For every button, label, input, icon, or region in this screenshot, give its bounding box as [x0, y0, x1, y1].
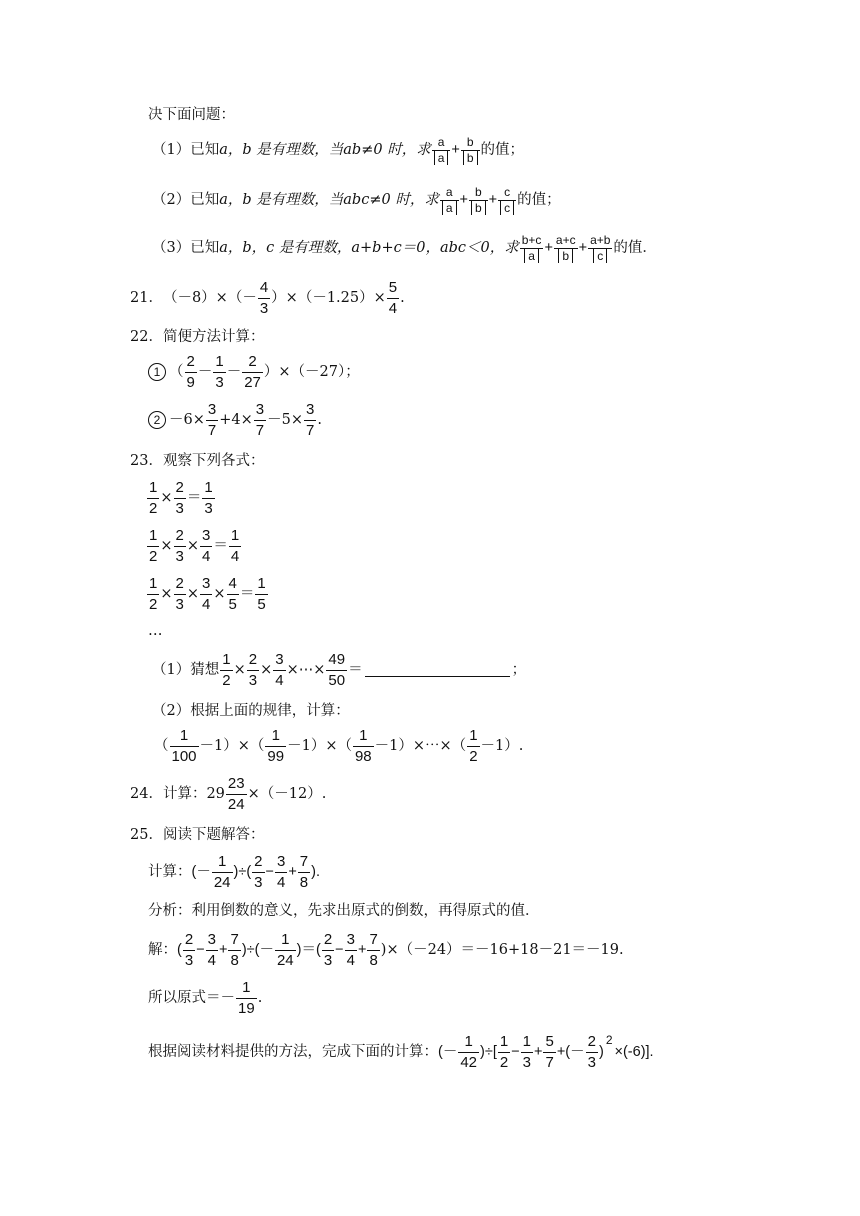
fraction: $\frac{1}{5}$: [257, 575, 266, 613]
fraction-1-100: $\frac{1}{100}$: [171, 727, 197, 765]
fraction: $\frac{2}{3}$: [175, 479, 184, 517]
fraction: $\frac{2}{3}$: [175, 527, 184, 565]
q25-analysis: 分析：利用倒数的意义，先求出原式的倒数，再得原式的值．: [148, 903, 540, 919]
q25-result: 所以原式＝－ $\frac{1}{19}$ .: [148, 979, 263, 1017]
fraction-1-2: $\frac{1}{2}$: [469, 727, 478, 765]
fraction: $\frac{1}{24}$: [213, 853, 231, 891]
fraction: $\frac{3}{4}$: [275, 651, 284, 689]
fraction: $\frac{5}{7}$: [545, 1033, 554, 1071]
circled-number-1: 1: [148, 363, 166, 381]
pattern-row-1: $\frac{1}{2}$ × $\frac{2}{3}$ ＝ $\frac{1}{3}$: [149, 479, 213, 517]
fraction-2-9: $\frac{2}{9}$: [186, 353, 195, 391]
fraction-a-abs: $\frac{a}{a}$: [440, 186, 459, 215]
fraction-3-7: $\frac{3}{7}$: [255, 401, 265, 439]
fraction-23-24: $\frac{23}{24}$: [227, 775, 245, 813]
fraction: $\frac{2}{3}$: [184, 931, 194, 969]
intro-text: 决下面问题：: [148, 107, 235, 123]
q23-part2: （2）根据上面的规律，计算：: [152, 703, 350, 719]
fraction-bc-abs-a: $\frac{b+c}{a}$: [521, 233, 542, 263]
answer-blank[interactable]: [365, 664, 510, 677]
fraction-1-3: $\frac{1}{3}$: [215, 353, 224, 391]
fraction-c-abs: $\frac{c}{c}$: [498, 186, 516, 215]
fraction: $\frac{3}{4}$: [202, 575, 211, 613]
fraction: $\frac{1}{24}$: [276, 931, 294, 969]
q22-part2: 2 －6× $\frac{3}{7}$ +4× $\frac{3}{7}$ －5× $\frac{3}{7}$ .: [148, 402, 322, 439]
fraction: $\frac{7}{8}$: [230, 931, 239, 969]
fraction: $\frac{3}{4}$: [276, 853, 286, 891]
fraction-5-4: $\frac{5}{4}$: [388, 279, 398, 317]
fraction: $\frac{1}{2}$: [149, 575, 158, 613]
fraction: $\frac{3}{4}$: [202, 527, 211, 565]
q20-part3: （3）已知 a，b，c 是有理数， a+b+c＝0，abc＜0，求 $\frac{b+c}{a}$ + $\frac{a+c}{b}$ + $\frac{a+b}{c}$ 的值．: [152, 233, 657, 263]
fraction: $\frac{1}{4}$: [230, 527, 240, 565]
fraction: $\frac{4}{5}$: [228, 575, 237, 613]
q25-calc: 计算： (－ $\frac{1}{24}$ )÷( $\frac{2}{3}$ − $\frac{3}{4}$ + $\frac{7}{8}$ ).: [148, 853, 320, 891]
fraction-3-7: $\frac{3}{7}$: [207, 401, 217, 439]
question-22-title: 22．简便方法计算：: [130, 329, 265, 345]
pattern-row-2: $\frac{1}{2}$ × $\frac{2}{3}$ × $\frac{3}{4}$ ＝ $\frac{1}{4}$: [149, 527, 240, 565]
fraction: $\frac{1}{2}$: [149, 479, 158, 517]
fraction: $\frac{1}{2}$: [149, 527, 158, 565]
fraction-49-50: $\frac{49}{50}$: [328, 651, 346, 689]
fraction-ab-abs-c: $\frac{a+b}{c}$: [590, 233, 611, 263]
q25-solution: 解： ( $\frac{2}{3}$ − $\frac{3}{4}$ + $\frac{7}{8}$ )÷ (－ $\frac{1}{24}$ )＝( $\frac{2}{3}$ − $\frac{3}{4}$ + $\frac{7}{8}$ )×（－24）＝－16+18－21＝－19.: [148, 931, 624, 969]
fraction-1-98: $\frac{1}{98}$: [354, 727, 372, 765]
fraction: $\frac{1}{3}$: [522, 1033, 532, 1071]
pattern-row-3: $\frac{1}{2}$ × $\frac{2}{3}$ × $\frac{3}{4}$ × $\frac{4}{5}$ ＝ $\frac{1}{5}$: [149, 575, 266, 613]
fraction-b-abs: $\frac{b}{b}$: [469, 186, 488, 215]
fraction: $\frac{1}{2}$: [222, 651, 231, 689]
fraction: $\frac{2}{3}$: [248, 651, 258, 689]
fraction: $\frac{2}{3}$: [254, 853, 263, 891]
fraction: $\frac{2}{3}$: [323, 931, 333, 969]
fraction: $\frac{1}{42}$: [460, 1033, 478, 1071]
q25-final: 根据阅读材料提供的方法，完成下面的计算： (－ $\frac{1}{42}$ )÷[ $\frac{1}{2}$ − $\frac{1}{3}$ + $\frac{5}{7}$ +(－ $\frac{2}{3}$ ) $^2$ ×(-6)].: [148, 1033, 654, 1071]
q20-part1: （1）已知 a，b 是有理数，当 ab≠0 时，求 $\frac{a}{a}$ + $\frac{b}{b}$ 的值；: [152, 135, 525, 165]
fraction: $\frac{2}{3}$: [175, 575, 184, 613]
q23-part1: （1）猜想 $\frac{1}{2}$ × $\frac{2}{3}$ × $\frac{3}{4}$ ×⋯× $\frac{49}{50}$ ＝ ；: [152, 651, 527, 689]
fraction-b-over-abs-b: $\frac{b}{b}$: [461, 136, 480, 165]
question-23-title: 23．观察下列各式：: [130, 453, 265, 469]
fraction: $\frac{3}{4}$: [207, 931, 216, 969]
fraction: $\frac{7}{8}$: [299, 853, 309, 891]
fraction-3-7: $\frac{3}{7}$: [305, 401, 315, 439]
ellipsis: …: [148, 623, 163, 639]
fraction: $\frac{7}{8}$: [369, 931, 378, 969]
fraction: $\frac{1}{2}$: [499, 1033, 509, 1071]
fraction: $\frac{2}{3}$: [587, 1033, 596, 1071]
fraction-2-27: $\frac{2}{27}$: [244, 353, 261, 391]
q22-part1: 1 （ $\frac{2}{9}$ － $\frac{1}{3}$ － $\frac{2}{27}$ ）×（－27）；: [148, 354, 360, 391]
fraction-4-3: $\frac{4}{3}$: [259, 279, 269, 317]
fraction-1-19: $\frac{1}{19}$: [238, 979, 255, 1017]
question-25-title: 25．阅读下题解答：: [130, 827, 265, 843]
fraction-1-99: $\frac{1}{99}$: [267, 727, 285, 765]
fraction-ac-abs-b: $\frac{a+c}{b}$: [555, 233, 576, 263]
fraction: $\frac{3}{4}$: [346, 931, 355, 969]
circled-number-2: 2: [148, 411, 166, 429]
q20-part2: （2）已知 a，b 是有理数，当 abc≠0 时，求 $\frac{a}{a}$ + $\frac{b}{b}$ + $\frac{c}{c}$ 的值；: [152, 185, 561, 215]
fraction: $\frac{1}{3}$: [204, 479, 213, 517]
q23-expression: （ $\frac{1}{100}$ －1）×（ $\frac{1}{99}$ －1）×（ $\frac{1}{98}$ －1）×⋯×（ $\frac{1}{2}$ －1）.: [154, 727, 524, 765]
question-24: 24．计算：29 $\frac{23}{24}$ ×（－12）.: [130, 775, 327, 813]
question-21: 21． （－8）×（－ $\frac{4}{3}$ ）×（－1.25）× $\frac{5}{4}$ .: [130, 279, 405, 317]
fraction-a-over-abs-a: $\frac{a}{a}$: [432, 136, 451, 165]
